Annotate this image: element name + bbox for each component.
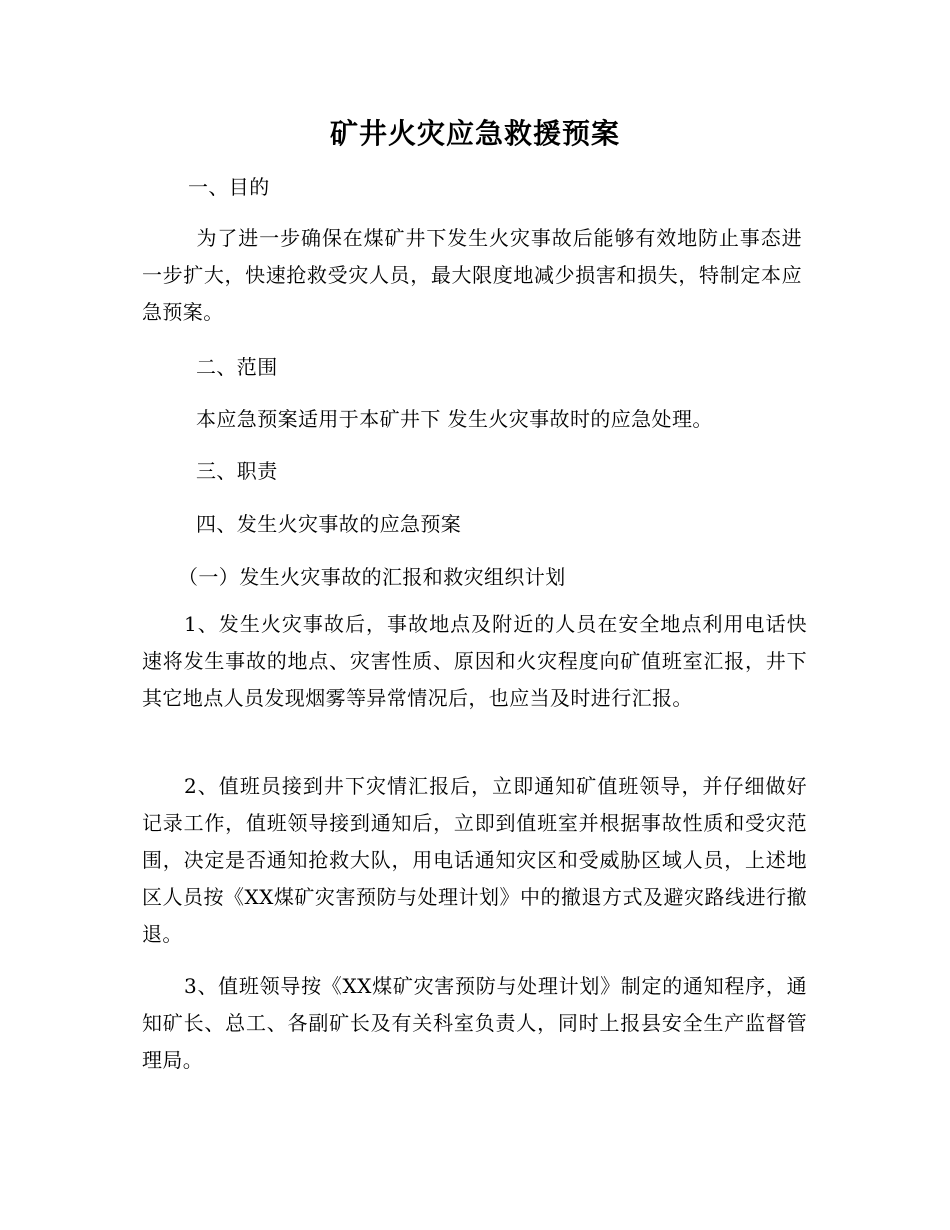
- list-item-2: 2、值班员接到井下灾情汇报后，立即通知矿值班领导，并仔细做好记录工作，值班领导接到通知后，立即到值班室并根据事故性质和受灾范围，决定是否通知抢救大队，用电话通知灾区和受威胁区域人员，上述地区人员按《XX煤矿灾害预防与处理计划》中的撤退方式及避灾路线进行撤退。: [142, 774, 807, 946]
- paragraph-scope: 本应急预案适用于本矿井下 发生火灾事故时的应急处理。: [196, 407, 713, 431]
- list-item-3: 3、值班领导按《XX煤矿灾害预防与处理计划》制定的通知程序，通知矿长、总工、各副矿长及有关科室负责人，同时上报县安全生产监督管理局。: [142, 974, 807, 1072]
- subsection-heading-reporting: （一）发生火灾事故的汇报和救灾组织计划: [178, 565, 566, 589]
- list-item-1: 1、发生火灾事故后，事故地点及附近的人员在安全地点利用电话快速将发生事故的地点、灾害性质、原因和火灾程度向矿值班室汇报，井下其它地点人员发现烟雾等异常情况后，也应当及时进行汇报。: [142, 612, 807, 710]
- section-heading-emergency-plan: 四、发生火灾事故的应急预案: [196, 512, 462, 536]
- section-heading-duties: 三、职责: [196, 459, 278, 483]
- section-heading-scope: 二、范围: [196, 355, 278, 379]
- section-heading-purpose: 一、目的: [188, 175, 270, 199]
- document-title: 矿井火灾应急救援预案: [329, 117, 620, 150]
- paragraph-purpose: 为了进一步确保在煤矿井下发生火灾事故后能够有效地防止事态进一步扩大，快速抢救受灾人员，最大限度地减少损害和损失，特制定本应急预案。: [142, 226, 802, 324]
